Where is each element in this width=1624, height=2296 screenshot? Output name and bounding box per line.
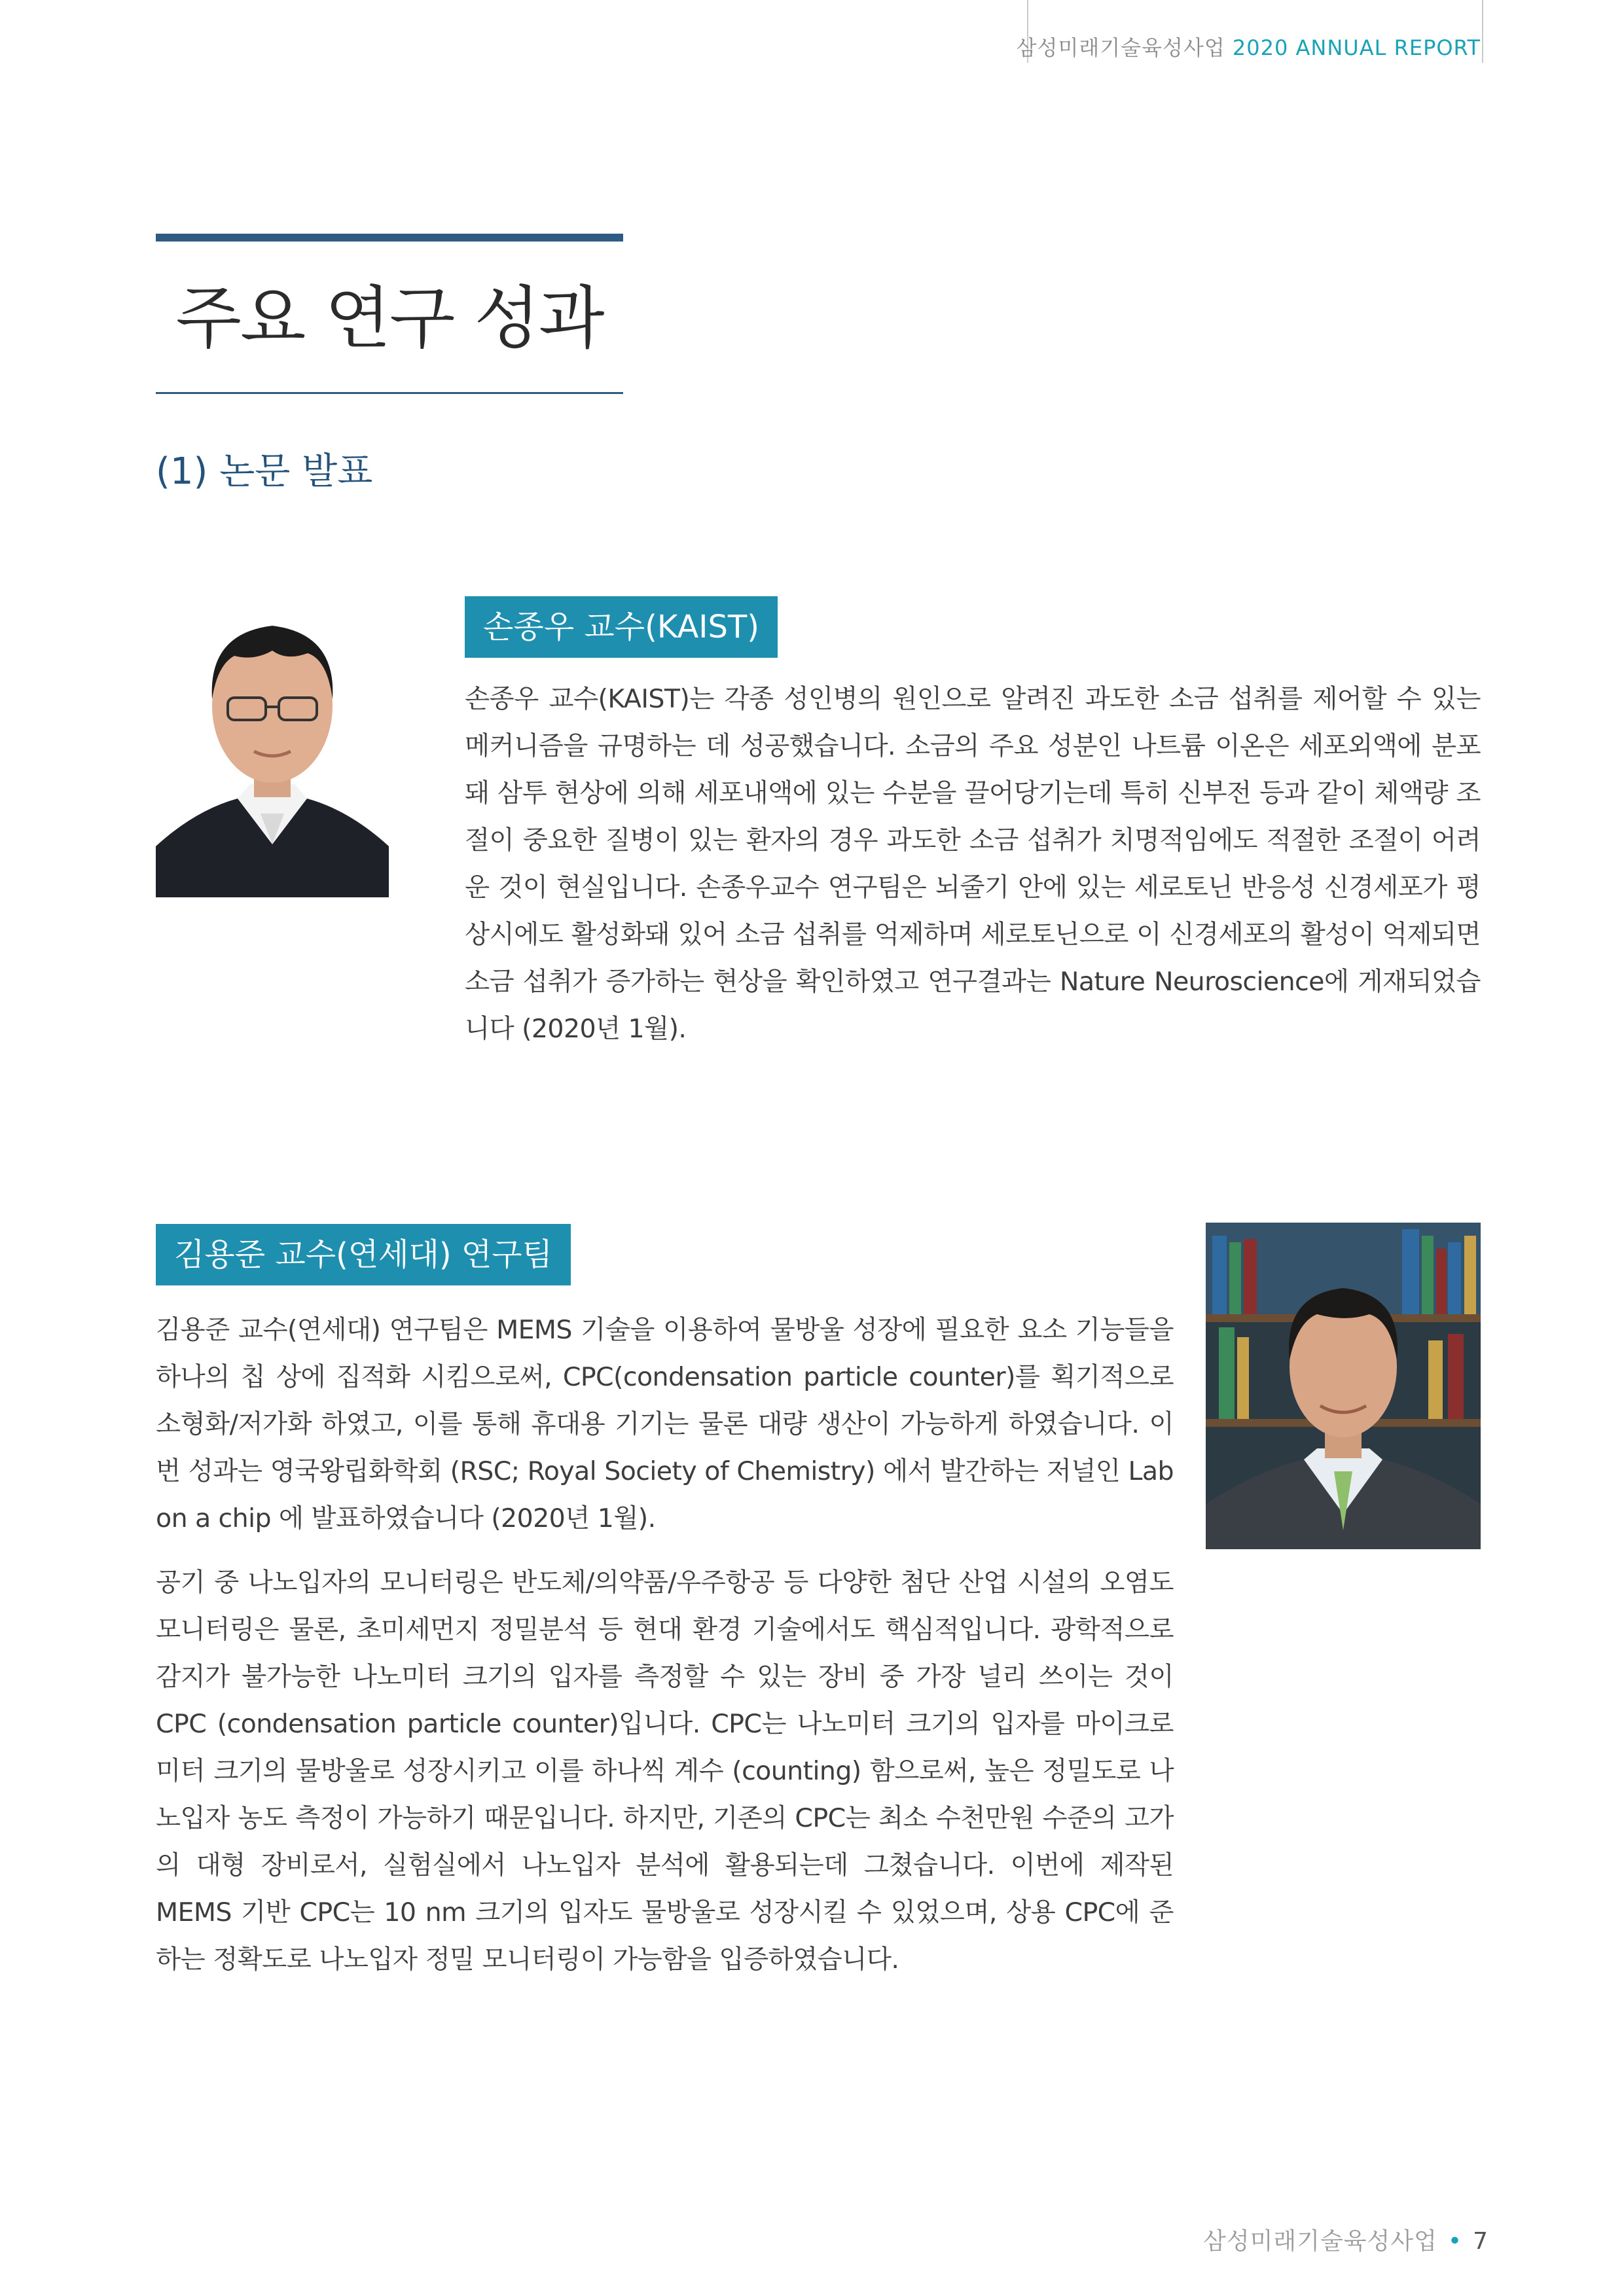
entry-paragraph-kim-1: 김용준 교수(연세대) 연구팀은 MEMS 기술을 이용하여 물방울 성장에 필요한 요소 기능들을 하나의 칩 상에 집적화 시킴으로써, CPC(condensation particle counter)를 획기적으로 소형화/저가화 하였고, 이를 통해 휴대용 기기는 물론 대량 생산이 가능하게 하였습니다. 이번 성과는 영국왕립화학회 (RSC; Royal Society of Chemistry) 에서 발간하는 저널인 Lab on a chip 에 발표하였습니다 (2020년 1월).: [156, 1315, 1174, 1534]
portrait-photo-kim: [1206, 1223, 1481, 1549]
page-title: 주요 연구 성과: [175, 278, 604, 358]
portrait-photo-son: [156, 588, 389, 897]
section-heading: (1) 논문 발표: [156, 450, 373, 493]
footer-org: 삼성미래기술육성사업: [1203, 2228, 1437, 2255]
page-footer: [1203, 2223, 1489, 2256]
researcher-label-kim: 김용준 교수(연세대) 연구팀: [156, 1224, 571, 1285]
title-rule-top: [156, 234, 623, 242]
header-divider-right: [1482, 0, 1483, 63]
page-number: 7: [1473, 2228, 1489, 2255]
header-report: 2020 ANNUAL REPORT: [1232, 35, 1481, 60]
header-org: 삼성미래기술육성사업: [1016, 35, 1225, 60]
portrait-son-image: [156, 588, 389, 897]
running-header: [1017, 31, 1481, 62]
researcher-label-son: 손종우 교수(KAIST): [465, 596, 778, 658]
footer-separator: •: [1447, 2228, 1463, 2255]
entry-paragraph-son: 손종우 교수(KAIST)는 각종 성인병의 원인으로 알려진 과도한 소금 섭취를 제어할 수 있는 메커니즘을 규명하는 데 성공했습니다. 소금의 주요 성분인 나트륨 이온은 세포외액에 분포돼 삼투 현상에 의해 세포내액에 있는 수분을 끌어당기는데 특히 신부전 등과 같이 체액량 조절이 중요한 질병이 있는 환자의 경우 과도한 소금 섭취가 치명적임에도 적절한 조절이 어려운 것이 현실입니다. 손종우교수 연구팀은 뇌줄기 안에 있는 세로토닌 반응성 신경세포가 평상시에도 활성화돼 있어 소금 섭취를 억제하며 세로토닌으로 이 신경세포의 활성이 억제되면 소금 섭취가 증가하는 현상을 확인하였고 연구결과는 Nature Neuroscience에 게재되었습니다 (2020년 1월).: [465, 684, 1481, 1044]
title-rule-bottom: [156, 392, 623, 394]
portrait-kim-image: [1206, 1223, 1481, 1549]
entry-paragraph-kim-2: 공기 중 나노입자의 모니터링은 반도체/의약품/우주항공 등 다양한 첨단 산업 시설의 오염도 모니터링은 물론, 초미세먼지 정밀분석 등 현대 환경 기술에서도 핵심적입니다. 광학적으로 감지가 불가능한 나노미터 크기의 입자를 측정할 수 있는 장비 중 가장 널리 쓰이는 것이 CPC (condensation particle counter)입니다. CPC는 나노미터 크기의 입자를 마이크로미터 크기의 물방울로 성장시키고 이를 하나씩 계수 (counting) 함으로써, 높은 정밀도로 나노입자 농도 측정이 가능하기 때문입니다. 하지만, 기존의 CPC는 최소 수천만원 수준의 고가의 대형 장비로서, 실험실에서 나노입자 분석에 활용되는데 그쳤습니다. 이번에 제작된 MEMS 기반 CPC는 10 nm 크기의 입자도 물방울로 성장시킬 수 있었으며, 상용 CPC에 준하는 정확도로 나노입자 정밀 모니터링이 가능함을 입증하였습니다.: [156, 1568, 1174, 1975]
